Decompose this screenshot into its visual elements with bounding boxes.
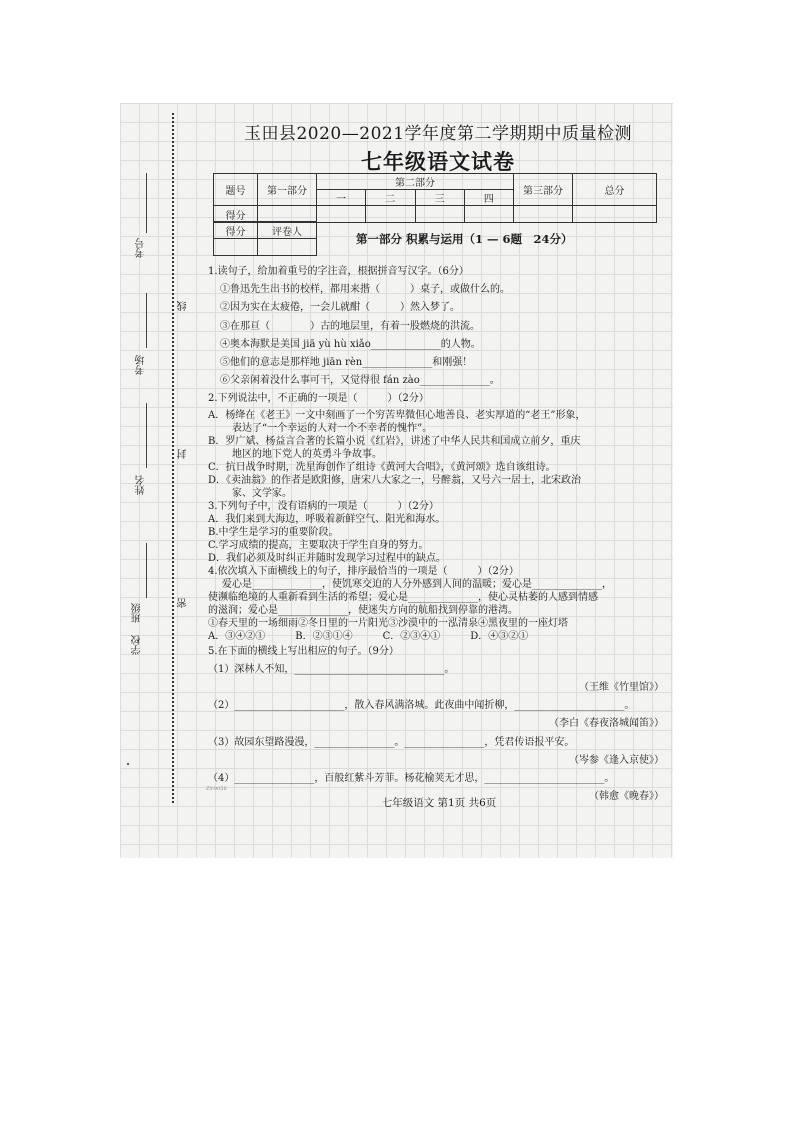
- q4-options: A．③④②① B．②③①④ C．②③④① D．④③②①: [208, 630, 529, 642]
- exam-title: 玉田县2020—2021学年度第二学期期中质量检测: [243, 124, 633, 144]
- grader-pingjuanren-label: 评卷人: [258, 222, 317, 239]
- banji-label: 班级: [132, 603, 143, 623]
- q5-item-1: （1）深林人不知，______________________________。: [208, 663, 455, 675]
- q4-passage-2: 使濒临绝境的人重新看到生活的希望；爱心是______________，使心灵枯萎的人感到情感: [208, 591, 598, 603]
- score-cell: [415, 206, 464, 223]
- section-title: 第一部分 积累与运用（1 — 6题 24分）: [356, 232, 573, 246]
- feng-mark: 封: [178, 449, 189, 459]
- score-header-sub-3: 三: [415, 190, 464, 206]
- q3-stem: 3.下列句子中，没有语病的一项是（ ）（2分）: [208, 500, 439, 512]
- kaohao-label: 考号: [136, 238, 147, 258]
- score-cell: [366, 206, 415, 223]
- q2-option-c: C．抗日战争时期，冼星海创作了组诗《黄河大合唱》，《黄河颂》选自该组诗。: [208, 461, 556, 473]
- score-header-sub-1: 一: [317, 190, 366, 206]
- score-row-defen: 得分: [214, 206, 258, 223]
- questions-body: [208, 263, 670, 806]
- q5-source-4: （韩愈《晚春》）: [589, 791, 664, 803]
- xuexiao-label: 学校: [132, 635, 143, 655]
- score-table: [213, 173, 657, 223]
- grader-table: [213, 221, 317, 256]
- score-header-part3: 第三部分: [514, 174, 573, 206]
- q3-option-d: D．我们必须及时纠正并随时发现学习过程中的缺点。: [208, 552, 447, 564]
- q5-source-3: （岑参《逢入京使》）: [569, 754, 664, 766]
- q2-option-a: A．杨绛在《老王》一文中刻画了一个穷苦卑微但心地善良、老实厚道的“老王”形象，: [208, 409, 586, 421]
- q2-option-d: D．《卖油翁》的作者是欧阳修，唐宋八大家之一，号醉翁，又号六一居士，北宋政治: [208, 474, 582, 486]
- score-header-part2: 第二部分: [317, 174, 514, 190]
- q2-stem: 2.下列说法中，不正确的一项是（ ）（2分）: [208, 393, 429, 405]
- q3-option-a: A．我们来到大海边，呼吸着新鲜空气、阳光和海水。: [208, 513, 446, 525]
- q4-passage-3: 的滋润；爱心是______________，使迷失方向的航船找到停靠的港湾。: [208, 604, 518, 616]
- score-header-total: 总分: [573, 174, 657, 206]
- grader-score-cell: [214, 239, 258, 256]
- score-cell: [573, 206, 657, 223]
- xian-mark: 线: [178, 301, 189, 311]
- score-header-sub-2: 二: [366, 190, 415, 206]
- q1-item-4: ④奥本海默是美国 jiā yù hù xiǎo______________的人物。: [220, 338, 481, 350]
- q1-stem: 1.读句子，给加着重号的字注音，根据拼音写汉字。（6分）: [208, 266, 469, 277]
- q1-item-6: ⑥父亲闲着没什么事可干，又觉得很 fán zào______________。: [220, 375, 500, 387]
- score-cell: [258, 206, 317, 223]
- grader-defen-label: 得分: [214, 222, 258, 239]
- banji-line: [146, 543, 147, 598]
- exam-sheet: [120, 103, 673, 858]
- score-cell: [317, 206, 366, 223]
- q5-source-2: （李白《春夜洛城闻笛》）: [549, 718, 664, 730]
- grader-name-cell: [258, 239, 317, 256]
- q5-source-1: （王维《竹里馆》）: [579, 682, 664, 694]
- binding-dotted-line: [172, 113, 174, 803]
- score-cell: [464, 206, 513, 223]
- xingming-label: 姓名: [136, 475, 147, 495]
- score-cell: [514, 206, 573, 223]
- q1-item-1: ①鲁迅先生出书的校样，都用来揩（ ）桌子，或做什么的。: [220, 284, 510, 296]
- q1-item-2: ②因为实在太疲倦，一会儿就酣（ ）然入梦了。: [220, 302, 460, 314]
- kaochang-line: [146, 293, 147, 348]
- q2-option-a-cont: 表达了“一个幸运的人对一个不幸者的愧怍”。: [232, 422, 433, 434]
- kaohao-line: [146, 173, 147, 233]
- kaochang-label: 考场: [136, 355, 147, 375]
- q2-option-b: B．罗广斌、杨益言合著的长篇小说《红岩》，讲述了中华人民共和国成立前夕，重庆: [208, 435, 581, 447]
- q5-item-4: （4）________________，百般红紫斗芳菲。杨花榆荚无才思，________________________。: [208, 773, 615, 785]
- xingming-line: [146, 403, 147, 468]
- q2-option-b-cont: 地区的地下党人的英勇斗争故事。: [232, 448, 382, 460]
- mi-mark: 密: [178, 598, 189, 608]
- q5-item-2: （2）______________________，散入春风满洛城。此夜曲中闻折柳，______________________。: [208, 700, 635, 712]
- q4-stem: 4.依次填入下面横线上的句子，排序最恰当的一项是（ ）（2分）: [208, 565, 519, 577]
- q3-option-b: B.中学生是学习的重要阶段。: [208, 526, 339, 538]
- score-header-tihao: 题号: [214, 174, 258, 206]
- q4-choices-source: ①春天里的一场细雨②冬日里的一片阳光③沙漠中的一泓清泉④黑夜里的一座灯塔: [208, 617, 568, 629]
- score-header-part1: 第一部分: [258, 174, 317, 206]
- margin-dot: [127, 763, 129, 765]
- print-stamp: ZY-0056: [206, 786, 227, 792]
- q3-option-c: C.学习成绩的提高，主要取决于学生自身的努力。: [208, 539, 429, 551]
- q1-item-3: ③在那亘（ ）古的地层里，有着一股燃烧的洪流。: [220, 320, 480, 332]
- q2-option-d-cont: 家、文学家。: [232, 487, 292, 499]
- q1-item-5: ⑤他们的意志是那样地 jiān rèn______________和刚强！: [220, 357, 473, 369]
- exam-subtitle: 七年级语文试卷: [361, 149, 515, 174]
- q5-item-3: （3）故园东望路漫漫，________________。________________，凭君传语报平安。: [208, 736, 575, 748]
- q5-stem: 5.在下面的横线上写出相应的句子。（9分）: [208, 645, 399, 657]
- page-footer: 七年级语文 第1页 共6页: [381, 797, 497, 809]
- q4-passage-1: 爱心是______________，使饥寒交迫的人分外感到人间的温暖；爱心是______________，: [222, 578, 612, 590]
- score-header-sub-4: 四: [464, 190, 513, 206]
